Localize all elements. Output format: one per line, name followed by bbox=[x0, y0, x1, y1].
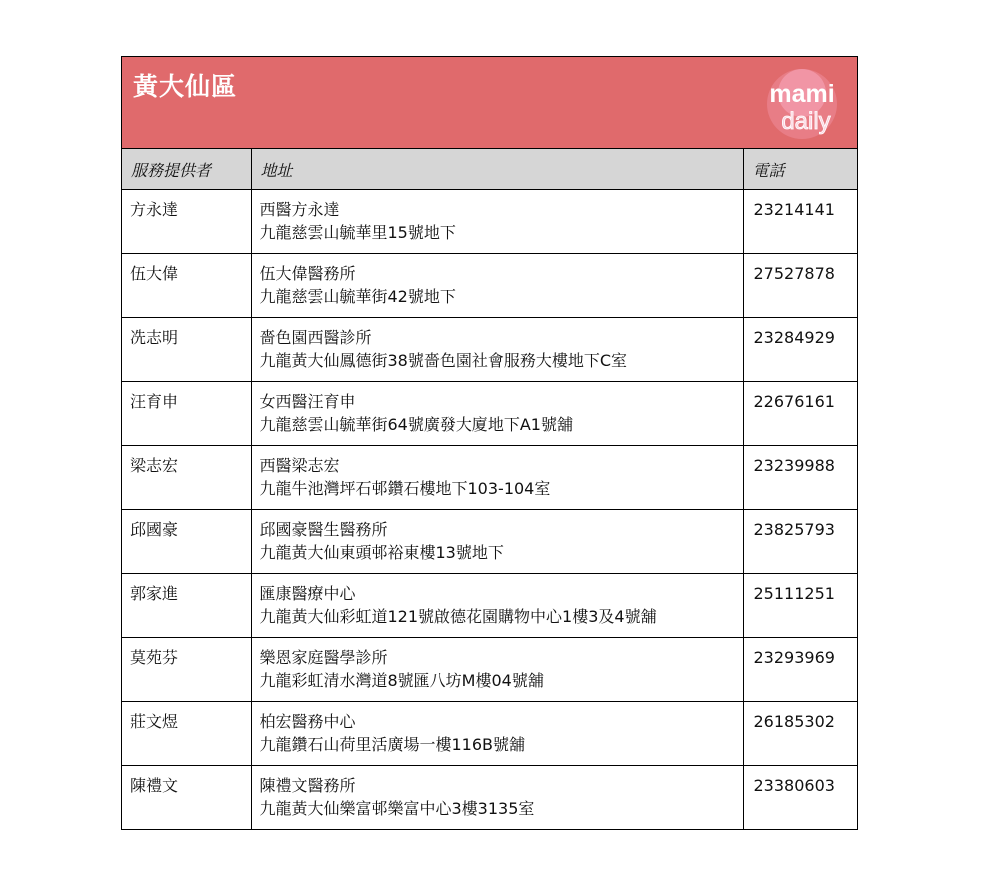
clinic-address: 九龍黃大仙樂富邨樂富中心3樓3135室 bbox=[259, 798, 535, 818]
clinic-name: 匯康醫療中心 bbox=[259, 583, 356, 603]
table-header-row bbox=[122, 149, 857, 189]
logo-text-bottom: daily bbox=[781, 108, 831, 135]
title-band bbox=[122, 57, 857, 149]
clinic-table bbox=[122, 149, 857, 829]
address-cell bbox=[251, 381, 743, 445]
clinic-name: 邱國豪醫生醫務所 bbox=[259, 519, 388, 539]
header-provider: 服務提供者 bbox=[122, 149, 251, 189]
phone-cell: 23284929 bbox=[743, 317, 857, 381]
clinic-name: 柏宏醫務中心 bbox=[259, 711, 356, 731]
clinic-address: 九龍黃大仙彩虹道121號啟德花園購物中心1樓3及4號舖 bbox=[259, 606, 657, 626]
provider-cell: 陳禮文 bbox=[122, 765, 251, 829]
clinic-address: 九龍慈雲山毓華里15號地下 bbox=[259, 222, 456, 242]
provider-cell: 莫苑芬 bbox=[122, 637, 251, 701]
header-address: 地址 bbox=[251, 149, 743, 189]
clinic-name: 女西醫汪育申 bbox=[259, 391, 356, 411]
district-title: 黃大仙區 bbox=[133, 72, 238, 101]
clinic-address: 九龍黃大仙鳳德街38號嗇色園社會服務大樓地下C室 bbox=[259, 350, 628, 370]
address-cell bbox=[251, 573, 743, 637]
phone-cell: 23825793 bbox=[743, 509, 857, 573]
table-row bbox=[122, 765, 857, 829]
phone-cell: 27527878 bbox=[743, 253, 857, 317]
clinic-address: 九龍慈雲山毓華街42號地下 bbox=[259, 286, 456, 306]
table-row bbox=[122, 637, 857, 701]
clinic-address: 九龍鑽石山荷里活廣場一樓116B號舖 bbox=[259, 734, 526, 754]
clinic-name: 伍大偉醫務所 bbox=[259, 263, 356, 283]
phone-cell: 23380603 bbox=[743, 765, 857, 829]
phone-cell: 23239988 bbox=[743, 445, 857, 509]
clinic-name: 嗇色園西醫診所 bbox=[259, 327, 372, 347]
phone-cell: 23214141 bbox=[743, 189, 857, 253]
provider-cell: 莊文煜 bbox=[122, 701, 251, 765]
provider-cell: 郭家進 bbox=[122, 573, 251, 637]
address-cell bbox=[251, 317, 743, 381]
provider-cell: 冼志明 bbox=[122, 317, 251, 381]
provider-cell: 伍大偉 bbox=[122, 253, 251, 317]
clinic-name: 西醫方永達 bbox=[259, 199, 340, 219]
provider-cell: 方永達 bbox=[122, 189, 251, 253]
address-cell bbox=[251, 509, 743, 573]
table-row bbox=[122, 701, 857, 765]
address-cell bbox=[251, 253, 743, 317]
clinic-name: 樂恩家庭醫學診所 bbox=[259, 647, 388, 667]
table-row bbox=[122, 445, 857, 509]
clinic-address: 九龍彩虹清水灣道8號匯八坊M樓04號舖 bbox=[259, 670, 544, 690]
address-cell bbox=[251, 189, 743, 253]
clinic-name: 西醫梁志宏 bbox=[259, 455, 340, 475]
table-row bbox=[122, 381, 857, 445]
phone-cell: 25111251 bbox=[743, 573, 857, 637]
phone-cell: 22676161 bbox=[743, 381, 857, 445]
table-row bbox=[122, 509, 857, 573]
clinic-address: 九龍牛池灣坪石邨鑽石樓地下103-104室 bbox=[259, 478, 551, 498]
provider-cell: 梁志宏 bbox=[122, 445, 251, 509]
header-phone: 電話 bbox=[743, 149, 857, 189]
logo-text-top: mami bbox=[769, 80, 835, 108]
mami-daily-logo-icon bbox=[759, 67, 845, 141]
address-cell bbox=[251, 701, 743, 765]
provider-cell: 邱國豪 bbox=[122, 509, 251, 573]
clinic-directory-sheet bbox=[121, 56, 858, 830]
phone-cell: 26185302 bbox=[743, 701, 857, 765]
table-row bbox=[122, 573, 857, 637]
address-cell bbox=[251, 445, 743, 509]
table-row bbox=[122, 253, 857, 317]
clinic-name: 陳禮文醫務所 bbox=[259, 775, 356, 795]
table-row bbox=[122, 189, 857, 253]
phone-cell: 23293969 bbox=[743, 637, 857, 701]
clinic-address: 九龍慈雲山毓華街64號廣發大廈地下A1號舖 bbox=[259, 414, 573, 434]
table-row bbox=[122, 317, 857, 381]
provider-cell: 汪育申 bbox=[122, 381, 251, 445]
address-cell bbox=[251, 765, 743, 829]
clinic-address: 九龍黃大仙東頭邨裕東樓13號地下 bbox=[259, 542, 504, 562]
address-cell bbox=[251, 637, 743, 701]
